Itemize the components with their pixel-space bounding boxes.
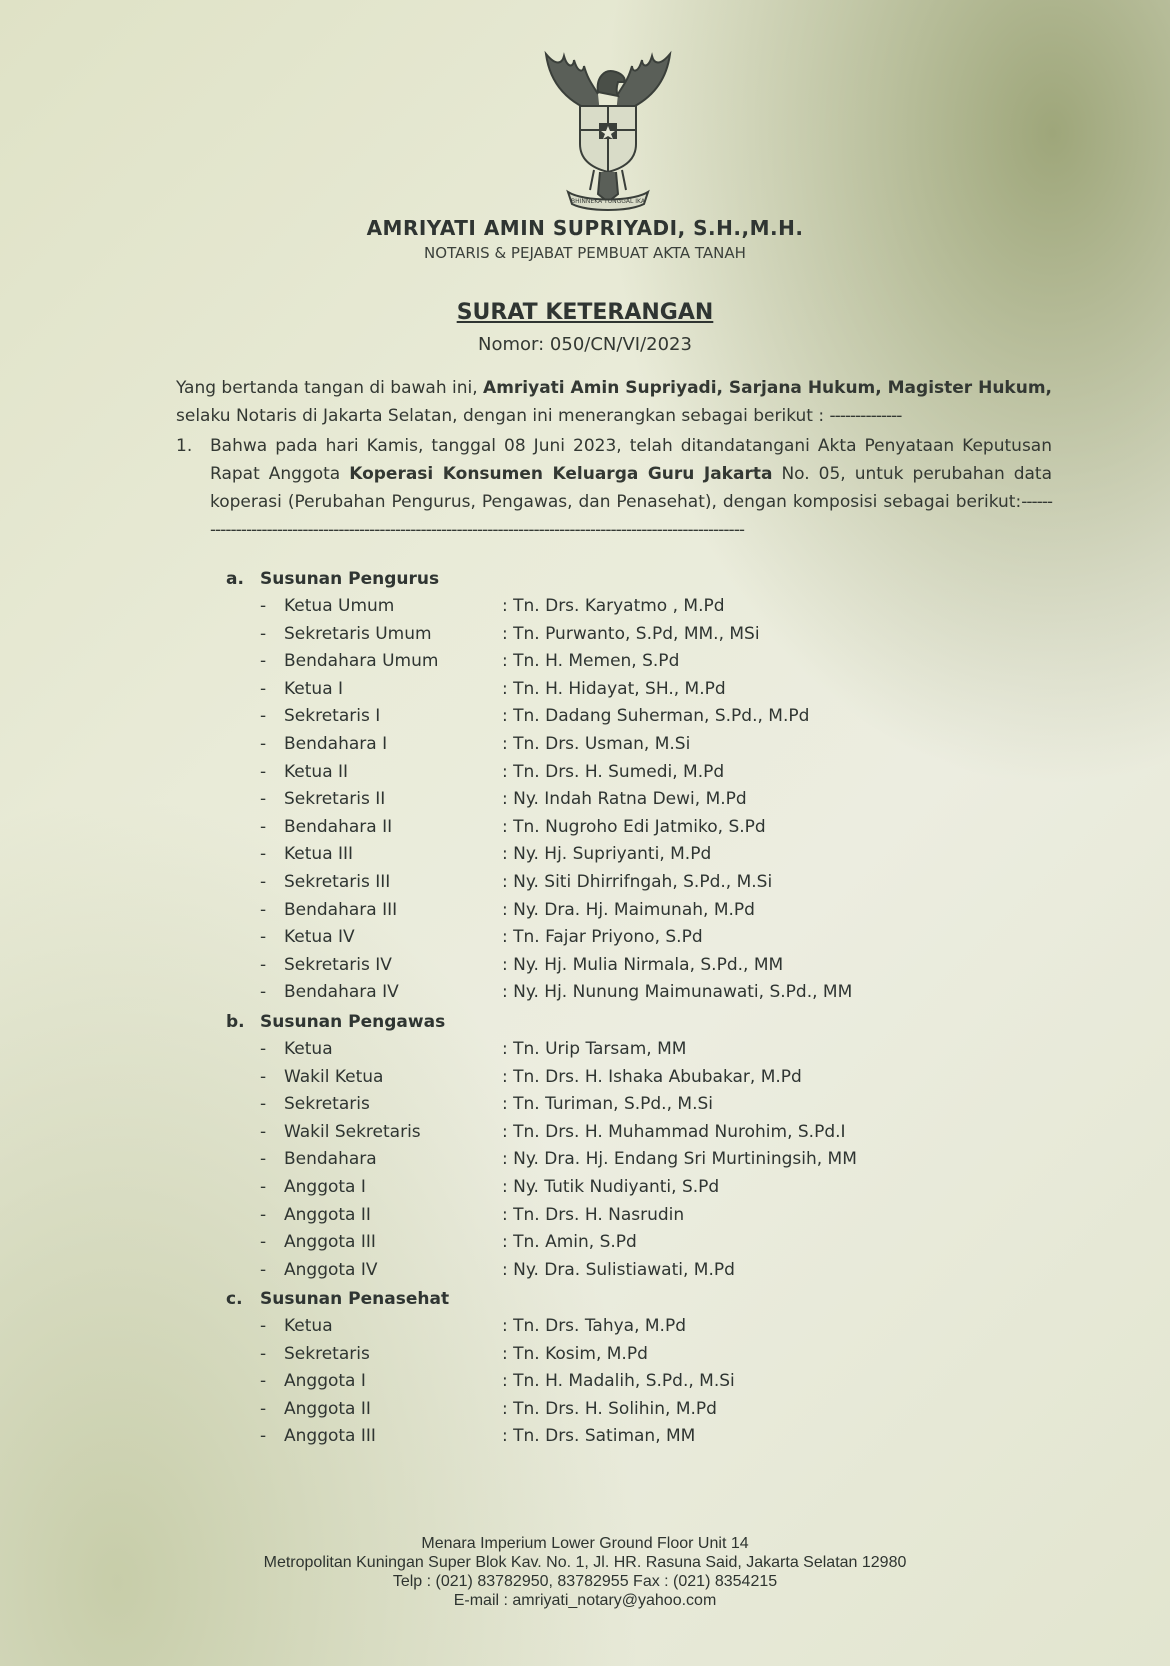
garuda-emblem-icon [528,44,688,214]
member-row [226,676,726,704]
bullet-dash: - [260,899,267,920]
member-name: : Tn. Drs. Satiman, MM [502,1426,696,1447]
section-3 [226,1285,735,1451]
notary-name: AMRIYATI AMIN SUPRIYADI, S.H.,M.H. [366,216,804,240]
member-row [226,1341,648,1369]
bullet-dash: - [260,678,267,699]
emblem-motto: BHINNEKA TUNGGAL IKA [571,198,645,205]
document-title: SURAT KETERANGAN [456,300,714,325]
member-name: : Tn. Drs. H. Muhammad Nurohim, S.Pd.I [502,1121,846,1142]
member-name: : Ny. Tutik Nudiyanti, S.Pd [502,1176,720,1197]
cooperative-name: Koperasi Konsumen Keluarga Guru Jakarta [349,464,773,484]
section-letter: a. [226,569,244,589]
member-name: : Tn. Drs. Tahya, M.Pd [502,1316,687,1336]
member-name: : Ny. Hj. Mulia Nirmala, S.Pd., MM [502,954,784,975]
member-row [226,1119,846,1147]
member-row [226,621,760,649]
bullet-dash: - [260,1149,267,1170]
bullet-dash: - [260,1371,267,1392]
intro-dashes: -------------- [829,406,902,426]
point-text-2: No. 05, untuk perubahan data koperasi (Perubahan Pengurus, Pengawas, dan Penasehat), dengan komposisi sebagai berikut: [210,464,1052,512]
member-role: Bendahara III [284,899,398,920]
member-name: : Tn. Drs. Usman, M.Si [502,733,691,754]
intro-paragraph [176,374,1052,430]
document-number: Nomor: 050/CN/VI/2023 [478,334,692,355]
member-role: Anggota III [284,1426,376,1447]
member-name: : Tn. Dadang Suherman, S.Pd., M.Pd [502,706,810,727]
member-name: : Ny. Hj. Nunung Maimunawati, S.Pd., MM [502,982,853,1003]
member-role: Sekretaris I [284,706,381,727]
member-role: Bendahara II [284,816,393,837]
member-row [226,1229,637,1257]
bullet-dash: - [260,596,267,616]
bullet-dash: - [260,1398,267,1419]
member-role: Anggota I [284,1371,366,1392]
bullet-dash: - [260,844,267,865]
member-name: : Tn. H. Memen, S.Pd [502,651,680,672]
member-row [226,1091,713,1119]
member-name: : Tn. Drs. H. Nasrudin [502,1204,685,1225]
member-name: : Tn. H. Madalih, S.Pd., M.Si [502,1371,735,1392]
bullet-dash: - [260,871,267,892]
member-row [226,703,810,731]
member-name: : Tn. Purwanto, S.Pd, MM., MSi [502,623,760,644]
footer-line-4: E-mail : amriyati_notary@yahoo.com [453,1592,717,1609]
member-row [226,952,784,980]
member-role: Ketua [284,1316,333,1336]
section-heading [226,1008,445,1036]
member-row [226,1313,687,1341]
bullet-dash: - [260,1094,267,1115]
bullet-dash: - [260,1232,267,1253]
member-name: : Ny. Dra. Sulistiawati, M.Pd [502,1259,735,1280]
bullet-dash: - [260,1259,267,1280]
notary-title: NOTARIS & PEJABAT PEMBUAT AKTA TANAH [424,244,746,262]
point-body [210,432,1052,544]
section-title: Susunan Pengurus [260,569,440,589]
section-2 [226,1008,857,1284]
bullet-dash: - [260,1426,267,1447]
member-row [226,897,755,925]
point-dashes: -------------------------------------------------------------------------------------------------------------- [210,492,1052,540]
member-name: : Tn. Drs. H. Solihin, M.Pd [502,1398,717,1419]
member-name: : Tn. Amin, S.Pd [502,1232,637,1253]
member-row [226,593,725,621]
point-1 [176,432,1052,544]
member-row [226,786,747,814]
member-row [226,1396,717,1424]
bullet-dash: - [260,982,267,1003]
section-heading [226,565,439,593]
section-1 [226,565,853,1007]
bullet-dash: - [260,1176,267,1197]
member-role: Sekretaris [284,1094,370,1115]
member-name: : Tn. Drs. H. Sumedi, M.Pd [502,761,725,782]
member-row [226,814,766,842]
section-title: Susunan Pengawas [260,1012,446,1032]
member-role: Ketua II [284,761,349,782]
member-name: : Tn. Kosim, M.Pd [502,1343,648,1364]
section-letter: b. [226,1012,245,1032]
member-role: Wakil Sekretaris [284,1121,421,1142]
section-heading [226,1285,449,1313]
member-role: Wakil Ketua [284,1066,384,1087]
member-name: : Tn. Drs. Karyatmo , M.Pd [502,596,725,616]
bullet-dash: - [260,706,267,727]
footer-line-3: Telp : (021) 83782950, 83782955 Fax : (021) 8354215 [392,1573,778,1590]
member-row [226,759,725,787]
member-role: Sekretaris [284,1343,370,1364]
member-role: Anggota III [284,1232,376,1253]
member-row [226,1368,735,1396]
intro-text-2: selaku Notaris di Jakarta Selatan, dengan ini menerangkan sebagai berikut : [176,406,830,426]
member-row [226,1174,720,1202]
footer-line-1: Menara Imperium Lower Ground Floor Unit 14 [421,1535,749,1552]
footer-line-2: Metropolitan Kuningan Super Blok Kav. No. 1, Jl. HR. Rasuna Said, Jakarta Selatan 12980 [263,1554,907,1571]
member-row [226,1146,857,1174]
member-name: : Ny. Hj. Supriyanti, M.Pd [502,844,712,865]
member-role: Sekretaris II [284,789,386,810]
bullet-dash: - [260,761,267,782]
member-row [226,1423,696,1451]
member-role: Ketua III [284,844,354,865]
member-name: : Ny. Indah Ratna Dewi, M.Pd [502,789,747,810]
bullet-dash: - [260,927,267,948]
member-name: : Tn. Drs. H. Ishaka Abubakar, M.Pd [502,1066,802,1087]
member-row [226,1257,735,1285]
member-name: : Tn. Urip Tarsam, MM [502,1039,687,1059]
member-role: Sekretaris IV [284,954,392,975]
member-role: Ketua IV [284,927,355,948]
member-row [226,979,853,1007]
member-role: Sekretaris III [284,871,391,892]
bullet-dash: - [260,1316,267,1336]
member-role: Bendahara I [284,733,388,754]
member-name: : Tn. Nugroho Edi Jatmiko, S.Pd [502,816,766,837]
member-role: Sekretaris Umum [284,623,432,644]
member-row [226,869,773,897]
bullet-dash: - [260,623,267,644]
section-title: Susunan Penasehat [260,1289,450,1309]
member-name: : Tn. Fajar Priyono, S.Pd [502,927,703,948]
member-role: Bendahara [284,1149,377,1170]
member-name: : Ny. Dra. Hj. Endang Sri Murtiningsih, MM [502,1149,857,1170]
bullet-dash: - [260,1343,267,1364]
point-number: 1. [176,436,193,456]
member-row [226,924,703,952]
member-role: Anggota II [284,1204,371,1225]
bullet-dash: - [260,1039,267,1059]
member-row [226,1036,687,1064]
member-role: Bendahara IV [284,982,399,1003]
member-role: Anggota I [284,1176,366,1197]
section-letter: c. [226,1289,243,1309]
member-role: Anggota II [284,1398,371,1419]
member-name: : Ny. Dra. Hj. Maimunah, M.Pd [502,899,755,920]
intro-notary-name: Amriyati Amin Supriyadi, Sarjana Hukum, Magister Hukum, [483,378,1053,398]
member-row [226,841,712,869]
member-name: : Tn. Turiman, S.Pd., M.Si [502,1094,713,1115]
bullet-dash: - [260,651,267,672]
bullet-dash: - [260,1204,267,1225]
bullet-dash: - [260,789,267,810]
member-row [226,731,691,759]
member-role: Ketua I [284,678,344,699]
bullet-dash: - [260,733,267,754]
member-role: Bendahara Umum [284,651,439,672]
footer-address [0,1534,1170,1610]
member-row [226,1064,802,1092]
member-row [226,1202,685,1230]
bullet-dash: - [260,816,267,837]
bullet-dash: - [260,1066,267,1087]
member-role: Ketua Umum [284,596,395,616]
bullet-dash: - [260,1121,267,1142]
member-role: Anggota IV [284,1259,378,1280]
intro-text-1: Yang bertanda tangan di bawah ini, [176,378,484,398]
bullet-dash: - [260,954,267,975]
member-row [226,648,680,676]
member-name: : Ny. Siti Dhirrifngah, S.Pd., M.Si [502,871,773,892]
point-text-1: Bahwa pada hari Kamis, tanggal 08 Juni 2023, telah ditandatangani Akta Penyataan Keputusan Rapat Anggota [210,436,1052,484]
member-role: Ketua [284,1039,333,1059]
member-name: : Tn. H. Hidayat, SH., M.Pd [502,678,726,699]
